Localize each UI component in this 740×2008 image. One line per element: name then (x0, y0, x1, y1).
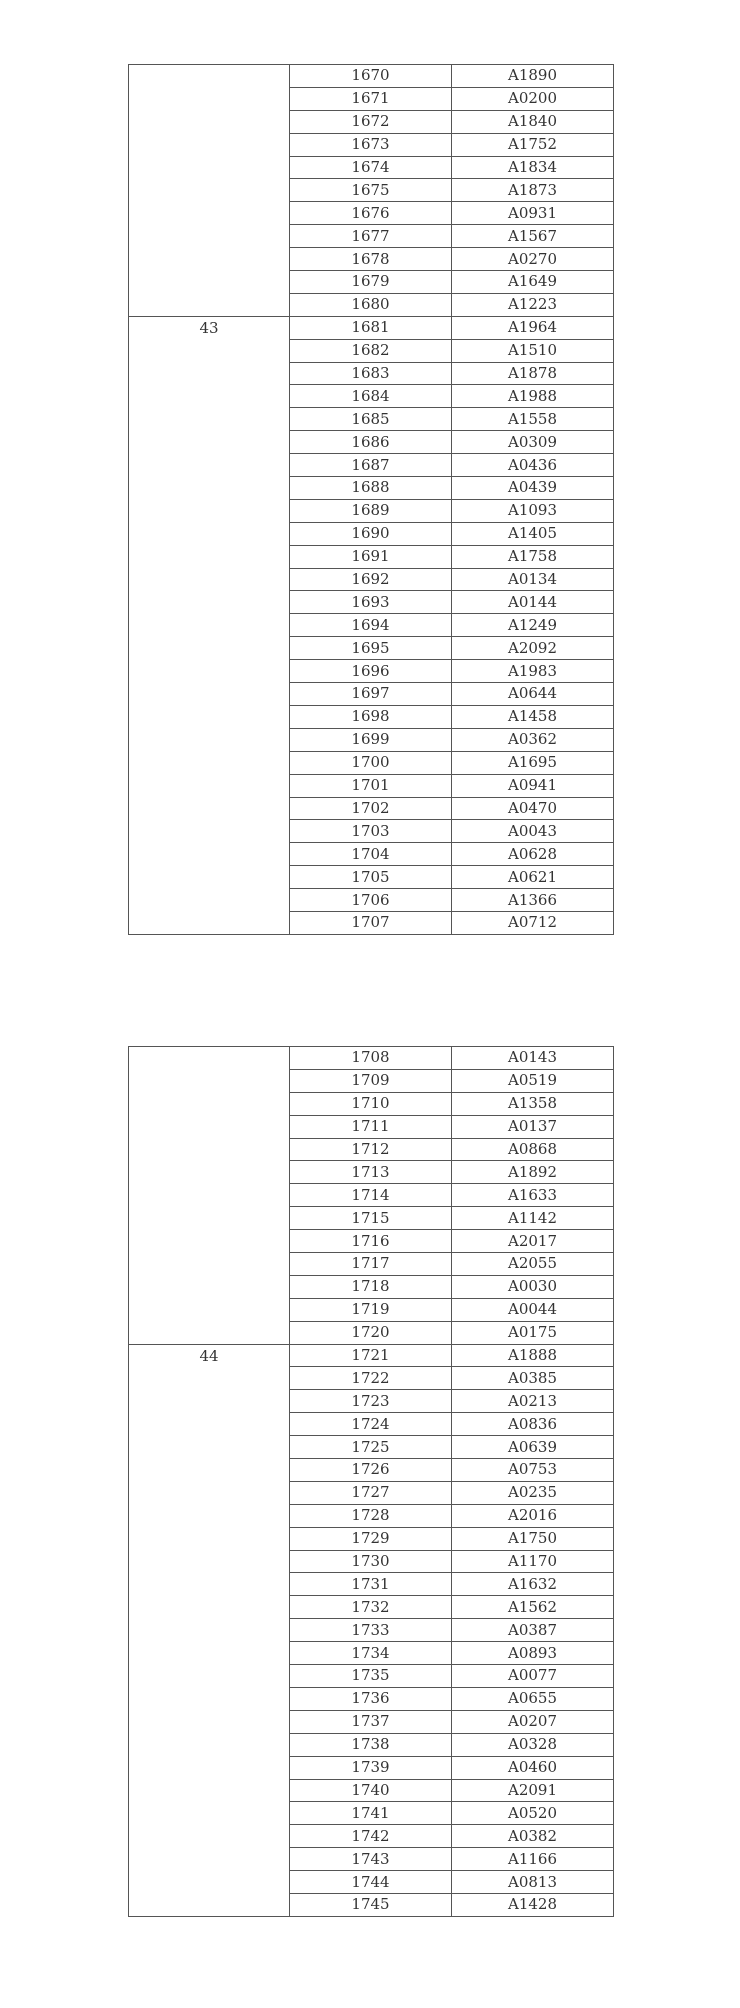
sequence-number-cell: 1677 (290, 225, 452, 248)
code-cell: A0144 (452, 591, 614, 614)
code-cell: A0868 (452, 1138, 614, 1161)
group-number-cell: 44 (129, 1344, 290, 1916)
sequence-number-cell: 1721 (290, 1344, 452, 1367)
sequence-number-cell: 1727 (290, 1481, 452, 1504)
code-cell: A1890 (452, 65, 614, 88)
code-cell: A0813 (452, 1871, 614, 1894)
code-cell: A0644 (452, 683, 614, 706)
sequence-number-cell: 1723 (290, 1390, 452, 1413)
sequence-number-cell: 1728 (290, 1504, 452, 1527)
code-cell: A0137 (452, 1115, 614, 1138)
code-cell: A0639 (452, 1436, 614, 1459)
code-cell: A2091 (452, 1779, 614, 1802)
code-cell: A0436 (452, 454, 614, 477)
code-cell: A0382 (452, 1825, 614, 1848)
sequence-number-cell: 1680 (290, 293, 452, 316)
sequence-number-cell: 1687 (290, 454, 452, 477)
sequence-number-cell: 1699 (290, 728, 452, 751)
sequence-number-cell: 1675 (290, 179, 452, 202)
table-row (129, 1344, 614, 1367)
code-cell: A0030 (452, 1275, 614, 1298)
code-cell: A1888 (452, 1344, 614, 1367)
sequence-number-cell: 1685 (290, 408, 452, 431)
sequence-number-cell: 1734 (290, 1642, 452, 1665)
sequence-number-cell: 1688 (290, 477, 452, 500)
code-cell: A1223 (452, 293, 614, 316)
sequence-number-cell: 1736 (290, 1687, 452, 1710)
code-cell: A0328 (452, 1733, 614, 1756)
sequence-number-cell: 1716 (290, 1230, 452, 1253)
sequence-number-cell: 1725 (290, 1436, 452, 1459)
code-cell: A0200 (452, 87, 614, 110)
code-cell: A0235 (452, 1481, 614, 1504)
code-cell: A0175 (452, 1321, 614, 1344)
code-cell: A0628 (452, 843, 614, 866)
code-cell: A1632 (452, 1573, 614, 1596)
sequence-number-cell: 1726 (290, 1459, 452, 1482)
code-cell: A1873 (452, 179, 614, 202)
sequence-number-cell: 1702 (290, 797, 452, 820)
code-cell: A0753 (452, 1459, 614, 1482)
sequence-number-cell: 1692 (290, 568, 452, 591)
sequence-number-cell: 1681 (290, 316, 452, 339)
sequence-number-cell: 1703 (290, 820, 452, 843)
code-cell: A0836 (452, 1413, 614, 1436)
sequence-number-cell: 1684 (290, 385, 452, 408)
sequence-number-cell: 1715 (290, 1207, 452, 1230)
code-cell: A0712 (452, 911, 614, 934)
code-cell: A1834 (452, 156, 614, 179)
code-cell: A1633 (452, 1184, 614, 1207)
code-cell: A0470 (452, 797, 614, 820)
sequence-number-cell: 1717 (290, 1253, 452, 1276)
code-cell: A0520 (452, 1802, 614, 1825)
code-cell: A1562 (452, 1596, 614, 1619)
code-cell: A1093 (452, 499, 614, 522)
code-cell: A1649 (452, 271, 614, 294)
data-table-2 (128, 1046, 614, 1917)
sequence-number-cell: 1686 (290, 431, 452, 454)
sequence-number-cell: 1731 (290, 1573, 452, 1596)
code-cell: A0519 (452, 1069, 614, 1092)
code-cell: A2092 (452, 637, 614, 660)
code-cell: A0621 (452, 866, 614, 889)
sequence-number-cell: 1691 (290, 545, 452, 568)
sequence-number-cell: 1744 (290, 1871, 452, 1894)
code-cell: A0044 (452, 1298, 614, 1321)
code-cell: A1840 (452, 110, 614, 133)
code-cell: A0270 (452, 248, 614, 271)
data-table-1 (128, 64, 614, 935)
sequence-number-cell: 1674 (290, 156, 452, 179)
code-cell: A0362 (452, 728, 614, 751)
sequence-number-cell: 1673 (290, 133, 452, 156)
table-body (129, 1047, 614, 1917)
sequence-number-cell: 1671 (290, 87, 452, 110)
sequence-number-cell: 1738 (290, 1733, 452, 1756)
sequence-number-cell: 1735 (290, 1665, 452, 1688)
sequence-number-cell: 1682 (290, 339, 452, 362)
code-cell: A0077 (452, 1665, 614, 1688)
sequence-number-cell: 1743 (290, 1848, 452, 1871)
sequence-number-cell: 1732 (290, 1596, 452, 1619)
code-cell: A1558 (452, 408, 614, 431)
code-cell: A1249 (452, 614, 614, 637)
code-cell: A1166 (452, 1848, 614, 1871)
sequence-number-cell: 1714 (290, 1184, 452, 1207)
table-row (129, 316, 614, 339)
sequence-number-cell: 1710 (290, 1092, 452, 1115)
group-number-cell (129, 1047, 290, 1345)
code-cell: A1142 (452, 1207, 614, 1230)
group-number-cell (129, 65, 290, 317)
code-cell: A1758 (452, 545, 614, 568)
data-table-1-container (128, 64, 614, 935)
sequence-number-cell: 1679 (290, 271, 452, 294)
code-cell: A1750 (452, 1527, 614, 1550)
code-cell: A1983 (452, 660, 614, 683)
code-cell: A1878 (452, 362, 614, 385)
sequence-number-cell: 1730 (290, 1550, 452, 1573)
sequence-number-cell: 1712 (290, 1138, 452, 1161)
sequence-number-cell: 1676 (290, 202, 452, 225)
sequence-number-cell: 1741 (290, 1802, 452, 1825)
sequence-number-cell: 1745 (290, 1893, 452, 1916)
sequence-number-cell: 1719 (290, 1298, 452, 1321)
sequence-number-cell: 1678 (290, 248, 452, 271)
sequence-number-cell: 1707 (290, 911, 452, 934)
code-cell: A1170 (452, 1550, 614, 1573)
code-cell: A0439 (452, 477, 614, 500)
data-table-2-container (128, 1046, 614, 1917)
sequence-number-cell: 1704 (290, 843, 452, 866)
sequence-number-cell: 1724 (290, 1413, 452, 1436)
sequence-number-cell: 1711 (290, 1115, 452, 1138)
table-row (129, 1047, 614, 1070)
code-cell: A1988 (452, 385, 614, 408)
sequence-number-cell: 1693 (290, 591, 452, 614)
code-cell: A0931 (452, 202, 614, 225)
sequence-number-cell: 1694 (290, 614, 452, 637)
sequence-number-cell: 1720 (290, 1321, 452, 1344)
code-cell: A1358 (452, 1092, 614, 1115)
sequence-number-cell: 1683 (290, 362, 452, 385)
table-row (129, 65, 614, 88)
code-cell: A2055 (452, 1253, 614, 1276)
sequence-number-cell: 1701 (290, 774, 452, 797)
code-cell: A1567 (452, 225, 614, 248)
sequence-number-cell: 1698 (290, 705, 452, 728)
code-cell: A0134 (452, 568, 614, 591)
sequence-number-cell: 1722 (290, 1367, 452, 1390)
sequence-number-cell: 1706 (290, 889, 452, 912)
code-cell: A1428 (452, 1893, 614, 1916)
code-cell: A2016 (452, 1504, 614, 1527)
code-cell: A1964 (452, 316, 614, 339)
code-cell: A1510 (452, 339, 614, 362)
code-cell: A2017 (452, 1230, 614, 1253)
sequence-number-cell: 1705 (290, 866, 452, 889)
sequence-number-cell: 1742 (290, 1825, 452, 1848)
table-body (129, 65, 614, 935)
code-cell: A0043 (452, 820, 614, 843)
code-cell: A0207 (452, 1710, 614, 1733)
code-cell: A1366 (452, 889, 614, 912)
sequence-number-cell: 1696 (290, 660, 452, 683)
sequence-number-cell: 1670 (290, 65, 452, 88)
code-cell: A0460 (452, 1756, 614, 1779)
sequence-number-cell: 1733 (290, 1619, 452, 1642)
code-cell: A0387 (452, 1619, 614, 1642)
sequence-number-cell: 1740 (290, 1779, 452, 1802)
sequence-number-cell: 1697 (290, 683, 452, 706)
code-cell: A1405 (452, 522, 614, 545)
code-cell: A0385 (452, 1367, 614, 1390)
sequence-number-cell: 1672 (290, 110, 452, 133)
code-cell: A1458 (452, 705, 614, 728)
code-cell: A0893 (452, 1642, 614, 1665)
code-cell: A1695 (452, 751, 614, 774)
code-cell: A1892 (452, 1161, 614, 1184)
sequence-number-cell: 1700 (290, 751, 452, 774)
sequence-number-cell: 1695 (290, 637, 452, 660)
sequence-number-cell: 1709 (290, 1069, 452, 1092)
sequence-number-cell: 1739 (290, 1756, 452, 1779)
sequence-number-cell: 1690 (290, 522, 452, 545)
code-cell: A0941 (452, 774, 614, 797)
sequence-number-cell: 1713 (290, 1161, 452, 1184)
code-cell: A0309 (452, 431, 614, 454)
group-number-cell: 43 (129, 316, 290, 934)
sequence-number-cell: 1718 (290, 1275, 452, 1298)
sequence-number-cell: 1689 (290, 499, 452, 522)
code-cell: A1752 (452, 133, 614, 156)
code-cell: A0655 (452, 1687, 614, 1710)
code-cell: A0143 (452, 1047, 614, 1070)
sequence-number-cell: 1729 (290, 1527, 452, 1550)
sequence-number-cell: 1708 (290, 1047, 452, 1070)
code-cell: A0213 (452, 1390, 614, 1413)
sequence-number-cell: 1737 (290, 1710, 452, 1733)
